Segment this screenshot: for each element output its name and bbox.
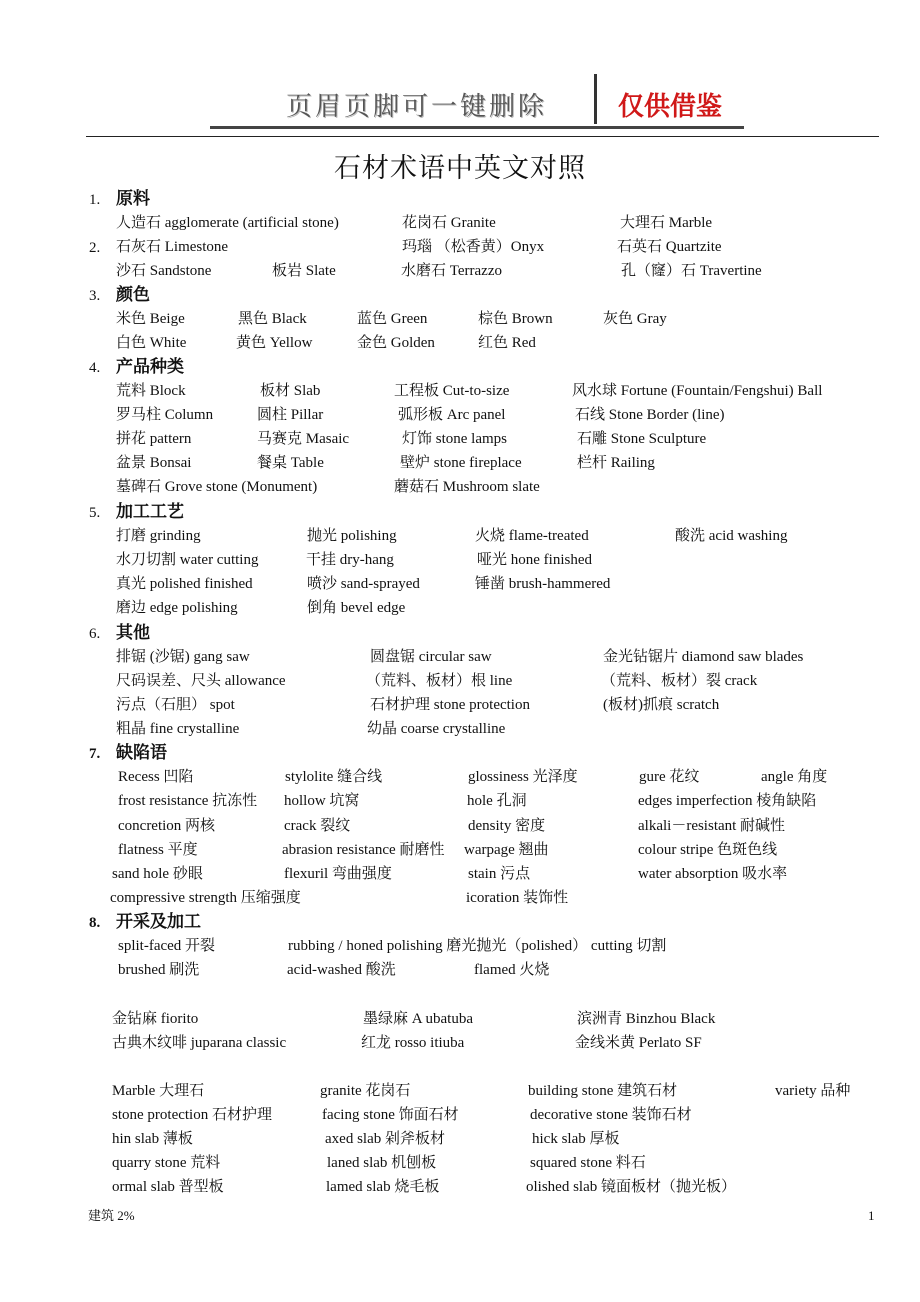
term-entry: Recess 凹陷 (118, 769, 194, 785)
term-entry: hole 孔洞 (467, 793, 527, 809)
term-entry: flatness 平度 (118, 842, 198, 858)
term-entry: 金色 Golden (357, 335, 435, 351)
term-entry: abrasion resistance 耐磨性 (282, 842, 445, 858)
term-entry: warpage 翘曲 (464, 842, 549, 858)
term-entry: gure 花纹 (639, 769, 700, 785)
stone-name-entry: 古典木纹啡 juparana classic (112, 1035, 287, 1051)
term-entry: stylolite 缝合线 (285, 769, 383, 785)
glossary-entry: hin slab 薄板 (112, 1131, 193, 1147)
term-entry: 水刀切割 water cutting (116, 552, 259, 568)
term-entry: 石材护理 stone protection (370, 697, 530, 713)
glossary-entry: stone protection 石材护理 (112, 1107, 272, 1123)
stone-name-entry: 红龙 rosso itiuba (361, 1035, 465, 1051)
term-entry: rubbing / honed polishing 磨光抛光（polished） cutting 切割 (288, 938, 667, 954)
glossary-entry: laned slab 机刨板 (327, 1155, 437, 1171)
term-entry: acid-washed 酸洗 (287, 962, 396, 978)
stone-name-entry: 滨洲青 Binzhou Black (577, 1011, 716, 1027)
section-heading: 缺陷语 (116, 743, 167, 762)
term-entry: 弧形板 Arc panel (398, 407, 506, 423)
term-entry: 石英石 Quartzite (617, 239, 722, 255)
term-entry: 幼晶 coarse crystalline (367, 721, 506, 737)
header-banner-divider (594, 74, 597, 124)
term-entry: 拼花 pattern (116, 431, 192, 447)
term-entry: sand hole 砂眼 (112, 866, 203, 882)
glossary-entry: squared stone 料石 (530, 1155, 646, 1171)
term-entry: 火烧 flame-treated (475, 528, 589, 544)
term-entry: （荒料、板材）裂 crack (601, 673, 758, 689)
term-entry: 红色 Red (478, 335, 536, 351)
term-entry: 酸洗 acid washing (675, 528, 788, 544)
glossary-entry: decorative stone 装饰石材 (530, 1107, 692, 1123)
term-entry: 喷沙 sand-sprayed (307, 576, 420, 592)
term-entry: 金光钻锯片 diamond saw blades (603, 649, 804, 665)
term-entry: brushed 刷洗 (118, 962, 200, 978)
term-entry: 灯饰 stone lamps (402, 431, 507, 447)
term-entry: flamed 火烧 (474, 962, 550, 978)
term-entry: compressive strength 压缩强度 (110, 890, 301, 906)
term-entry: 白色 White (116, 335, 187, 351)
term-entry: 水磨石 Terrazzo (401, 263, 502, 279)
section-heading: 产品种类 (116, 357, 184, 376)
term-entry: 污点（石胆） spot (116, 697, 235, 713)
term-entry: 棕色 Brown (478, 311, 553, 327)
term-entry: 马赛克 Masaic (257, 431, 350, 447)
term-entry: 蓝色 Green (357, 311, 428, 327)
section-heading: 其他 (116, 623, 150, 642)
term-entry: 板材 Slab (260, 383, 321, 399)
term-entry: 倒角 bevel edge (307, 600, 406, 616)
term-entry: 盆景 Bonsai (116, 455, 192, 471)
term-entry: 尺码误差、尺头 allowance (116, 673, 286, 689)
term-entry: 真光 polished finished (116, 576, 253, 592)
term-entry: stain 污点 (468, 866, 531, 882)
glossary-entry: axed slab 剁斧板材 (325, 1131, 445, 1147)
glossary-entry: variety 品种 (775, 1083, 851, 1099)
term-entry: (板材)抓痕 scratch (603, 697, 720, 713)
term-entry: frost resistance 抗冻性 (118, 793, 258, 809)
stone-name-entry: 金钻麻 fiorito (112, 1011, 199, 1027)
term-entry: 栏杆 Railing (577, 455, 655, 471)
term-entry: 风水球 Fortune (Fountain/Fengshui) Ball (572, 383, 823, 399)
footer-label: 建筑 2% (88, 1208, 135, 1223)
term-entry: icoration 装饰性 (466, 890, 569, 906)
section-heading: 开采及加工 (116, 912, 201, 931)
term-entry: hollow 坑窝 (284, 793, 360, 809)
term-entry: flexuril 弯曲强度 (284, 866, 392, 882)
section-number: 5. (89, 505, 101, 521)
term-entry: 花岗石 Granite (402, 215, 496, 231)
glossary-entry: facing stone 饰面石材 (322, 1107, 459, 1123)
section-number: 2. (89, 240, 101, 256)
stone-name-entry: 墨绿麻 A ubatuba (363, 1011, 473, 1027)
term-entry: 板岩 Slate (272, 263, 336, 279)
term-entry: 荒料 Block (116, 383, 186, 399)
term-entry: 孔（窿）石 Travertine (621, 263, 762, 279)
glossary-entry: building stone 建筑石材 (528, 1083, 678, 1099)
term-entry: 壁炉 stone fireplace (400, 455, 522, 471)
term-entry: 大理石 Marble (620, 215, 713, 231)
term-entry: 哑光 hone finished (477, 552, 592, 568)
glossary-entry: olished slab 镜面板材（抛光板） (526, 1179, 736, 1195)
term-entry: 磨边 edge polishing (116, 600, 238, 616)
term-entry: density 密度 (468, 818, 546, 834)
header-banner-left (210, 82, 598, 129)
section-number: 6. (89, 626, 101, 642)
glossary-entry: quarry stone 荒料 (112, 1155, 221, 1171)
glossary-entry: hick slab 厚板 (532, 1131, 620, 1147)
stone-name-entry: 金线米黄 Perlato SF (575, 1035, 702, 1051)
term-entry: angle 角度 (761, 769, 828, 785)
page-title: 石材术语中英文对照 (334, 153, 586, 183)
term-entry: colour stripe 色斑色线 (638, 842, 778, 858)
glossary-entry: ormal slab 普型板 (112, 1179, 224, 1195)
term-entry: 圆盘锯 circular saw (370, 649, 492, 665)
term-entry: 墓碑石 Grove stone (Monument) (116, 479, 318, 495)
term-entry: edges imperfection 棱角缺陷 (638, 793, 817, 809)
section-number: 8. (89, 915, 101, 931)
term-entry: 蘑菇石 Mushroom slate (394, 479, 540, 495)
header-banner-right (598, 82, 744, 129)
term-entry: 石雕 Stone Sculpture (577, 431, 707, 447)
term-entry: 沙石 Sandstone (116, 263, 212, 279)
section-number: 3. (89, 288, 101, 304)
term-entry: 粗晶 fine crystalline (116, 721, 240, 737)
term-entry: 人造石 agglomerate (artificial stone) (116, 215, 339, 231)
term-entry: 黑色 Black (238, 311, 307, 327)
section-number: 4. (89, 360, 101, 376)
term-entry: 石灰石 Limestone (116, 239, 229, 255)
term-entry: 米色 Beige (116, 311, 185, 327)
term-entry: concretion 两核 (118, 818, 216, 834)
term-entry: 罗马柱 Column (116, 407, 214, 423)
section-heading: 加工工艺 (116, 502, 184, 521)
term-entry: （荒料、板材）根 line (366, 673, 513, 689)
header-banner-note: 仅供借鉴 (618, 92, 723, 122)
glossary-entry: Marble 大理石 (112, 1083, 205, 1099)
page-number: 1 (868, 1208, 875, 1223)
term-entry: 石线 Stone Border (line) (575, 407, 725, 423)
section-number: 7. (89, 746, 101, 762)
glossary-entry: granite 花岗石 (320, 1083, 411, 1099)
term-entry: 餐桌 Table (257, 455, 324, 471)
term-entry: 锤凿 brush-hammered (475, 576, 611, 592)
section-heading: 原料 (116, 189, 150, 208)
term-entry: water absorption 吸水率 (638, 866, 788, 882)
term-entry: 排锯 (沙锯) gang saw (116, 649, 250, 665)
section-number: 1. (89, 192, 101, 208)
term-entry: 玛瑙 （松香黄）Onyx (402, 239, 545, 255)
section-heading: 颜色 (116, 285, 150, 304)
term-entry: 抛光 polishing (307, 528, 397, 544)
term-entry: 干挂 dry-hang (306, 552, 394, 568)
glossary-entry: lamed slab 烧毛板 (326, 1179, 440, 1195)
term-entry: 黄色 Yellow (236, 335, 313, 351)
header-rule (86, 136, 879, 137)
term-entry: split-faced 开裂 (118, 938, 216, 954)
term-entry: 打磨 grinding (116, 528, 201, 544)
term-entry: glossiness 光泽度 (468, 769, 578, 785)
header-banner-text: 页眉页脚可一键删除 (286, 92, 548, 122)
term-entry: alkali－resistant 耐碱性 (638, 818, 786, 834)
term-entry: 工程板 Cut-to-size (394, 383, 510, 399)
term-entry: 圆柱 Pillar (257, 407, 324, 423)
term-entry: crack 裂纹 (284, 818, 351, 834)
term-entry: 灰色 Gray (603, 311, 667, 327)
